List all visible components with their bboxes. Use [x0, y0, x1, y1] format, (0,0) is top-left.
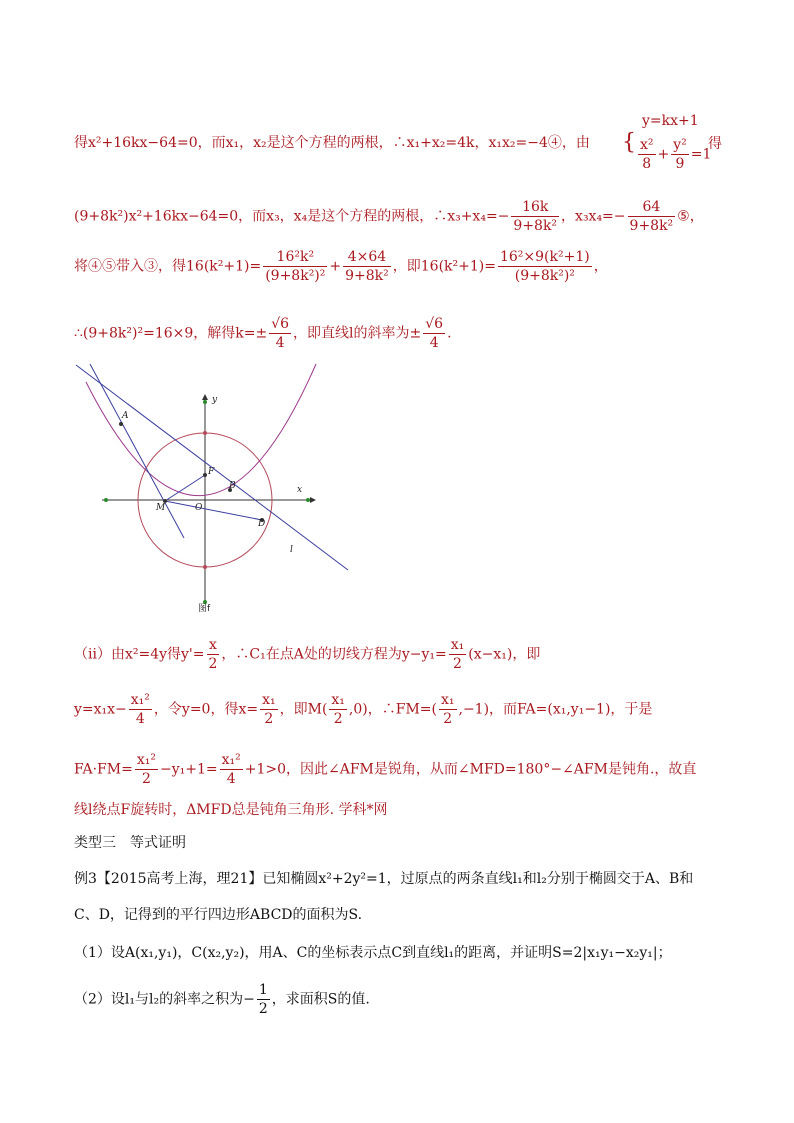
- circle-top-point: [203, 431, 207, 435]
- example-statement-2: C、D，记得到的平行四边形ABCD的面积为S.: [74, 907, 363, 923]
- tangent-line: [90, 364, 184, 538]
- segment-md: [165, 501, 262, 520]
- solution-text: 得x²+16kx−64=0，而x₁，x₂是这个方程的两根，∴x₁+x₂=4k，x₁x₂=−4④，由: [74, 135, 590, 151]
- geometry-figure: [72, 362, 356, 614]
- parabola: [86, 364, 316, 496]
- system-eq-2: $\frac{\text{x²}}{8}$ + $\frac{\text{y²}}{9}$ =1: [640, 137, 712, 172]
- y-axis-arrow: [202, 394, 208, 400]
- solution-line-8: 线l绕点F旋转时，ΔMFD总是钝角三角形. 学科*网: [74, 802, 388, 818]
- question-2: （2）设l₁与l₂的斜率之积为− $\frac{1}{2}$ ，求面积S的值.: [74, 982, 370, 1017]
- x-axis-start-point: [104, 498, 108, 502]
- label-a: A: [122, 411, 129, 421]
- x-axis-end-point: [306, 498, 310, 502]
- label-o: O: [195, 503, 203, 513]
- solution-line-3: 将④⑤带入③，得16(k²+1)= $\frac{\text{16²k²}}{\text{(9+8k²)²}}$ + $\frac{4\times 64}{\text{9+8k²}}$ ，即16(k²+1)= $\frac{\text{16²×9(k²+1)}}{\text{(9+8k²)²}}$ ，: [74, 249, 608, 284]
- section-heading: 类型三 等式证明: [74, 835, 186, 851]
- example-statement-1: 例3【2015高考上海，理21】已知椭圆x²+2y²=1，过原点的两条直线l₁和l₂分别于椭圆交于A、B和: [74, 871, 694, 887]
- label-b: B: [229, 481, 236, 491]
- solution-line-5: （ii）由x²=4y得y'= $\frac{x}{2}$ ，∴C₁在点A处的切线方程为y−y₁= $\frac{\text{x₁}}{2}$ (x−x₁)，即: [74, 637, 541, 672]
- solution-line-1: [74, 133, 590, 153]
- label-y: y: [212, 395, 218, 405]
- label-l: l: [290, 545, 293, 555]
- label-m: M: [156, 503, 166, 513]
- segment-mf: [165, 475, 205, 501]
- point-f: [203, 473, 207, 477]
- label-x: x: [297, 485, 303, 495]
- solution-line-4: ∴(9+8k²)²=16×9，解得k=± $\frac{√6}{4}$ ，即直线l的斜率为± $\frac{√6}{4}$ .: [74, 316, 452, 351]
- x-axis-arrow: [310, 497, 316, 503]
- question-1: （1）设A(x₁,y₁)，C(x₂,y₂)，用A、C的坐标表示点C到直线l₁的距离，并证明S=2|x₁y₁−x₂y₁|；: [74, 945, 672, 961]
- solution-line-2: (9+8k²)x²+16kx−64=0，而x₃，x₄是这个方程的两根，∴x₃+x₄=− $\frac{16k}{\text{9+8k²}}$ ，x₃x₄=− $\frac{64}{\text{9+8k²}}$ ⑤，: [74, 199, 704, 234]
- solution-line-7: FA·FM= $\frac{\text{x₁²}}{2}$ −y₁+1= $\frac{\text{x₁²}}{4}$ +1>0，因此∠AFM是锐角，从而∠MFD=180°−∠AFM是钝角.，故直: [74, 752, 697, 787]
- label-d: D: [258, 519, 266, 529]
- solution-line-6: y=x₁x− $\frac{\text{x₁²}}{4}$ ，令y=0，得x= $\frac{\text{x₁}}{2}$ ，即M( $\frac{\text{x₁}}{2}$ ,0)，∴FM=( $\frac{\text{x₁}}{2}$ ,−1)，而FA=(x₁,y₁−1)，于是: [74, 692, 653, 727]
- figure-caption: 图f: [198, 604, 211, 614]
- system-eq-1: y=kx+1: [642, 113, 699, 129]
- point-a: [119, 422, 123, 426]
- label-f: F: [208, 467, 215, 477]
- system-brace: {: [622, 130, 636, 155]
- solution-text: 得: [708, 136, 722, 152]
- y-axis-end-point: [203, 400, 207, 404]
- circle-bottom-point: [203, 565, 207, 569]
